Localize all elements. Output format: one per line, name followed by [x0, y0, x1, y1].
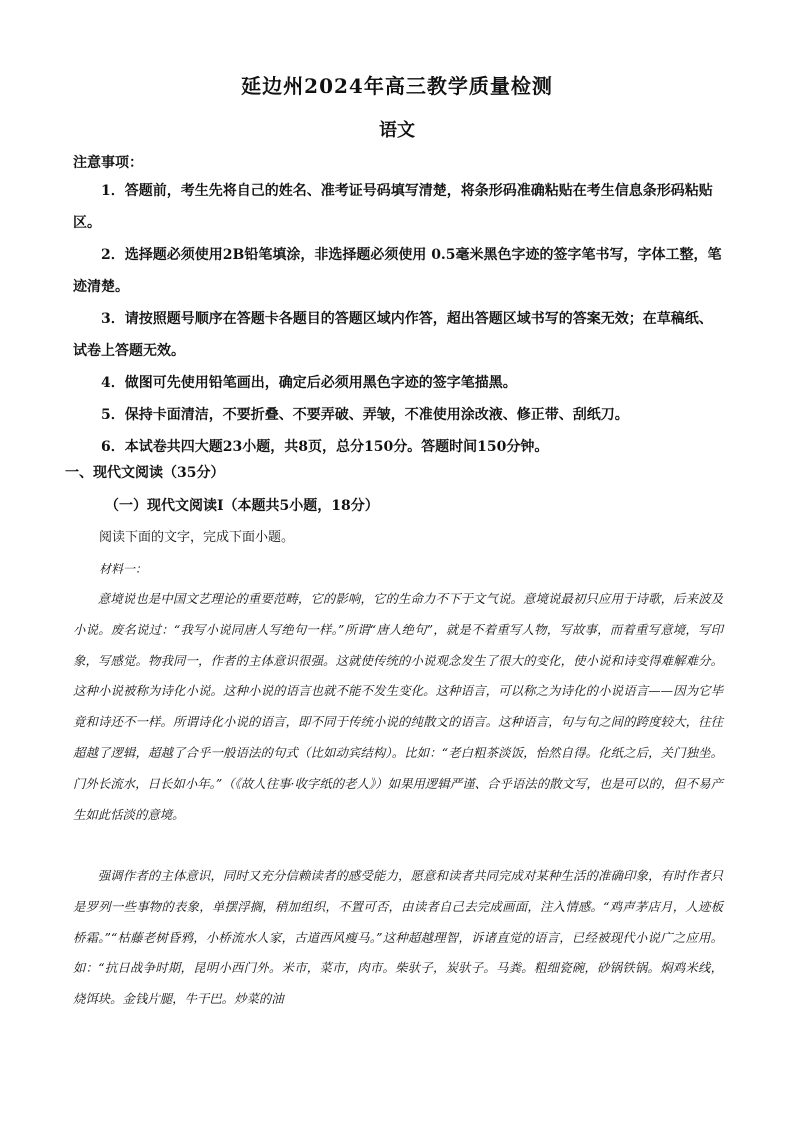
note-item: 2．选择题必须使用2B铅笔填涂，非选择题必须使用 0.5毫米黑色字迹的签字笔书写，字体工整，笔迹清楚。	[73, 247, 722, 295]
reading-instruction: 阅读下面的文字，完成下面小题。	[99, 530, 295, 545]
note-item: 1．答题前，考生先将自己的姓名、准考证号码填写清楚，将条形码准确粘贴在考生信息条形码粘贴区。	[73, 183, 713, 231]
paragraph-text: 意境说也是中国文艺理论的重要范畴，它的影响，它的生命力不下于文气说。意境说最初只应用于诗歌，后来波及小说。废名说过：“我写小说同唐人写绝句一样。”所谓“唐人绝句”，就是不着重写人物，写故事，而着重写意境，写印象，写感觉。物我同一，作者的主体意识很强。这就使传统的小说观念发生了很大的变化，使小说和诗变得难解难分。这种小说被称为诗化小说。这种小说的语言也就不能不发生变化。这种语言，可以称之为诗化的小说语言——因为它毕竟和诗还不一样。所谓诗化小说的语言，即不同于传统小说的纯散文的语言。这种语言，句与句之间的跨度较大，往往超越了逻辑，超越了合乎一般语法的句式（比如动宾结构）。比如：“老白粗茶淡饭，怡然自得。化纸之后，关门独坐。门外长流水，日长如小年。”（《故人往事·收字纸的老人》）如果用逻辑严谨、合乎语法的散文写，也是可以的，但不易产生如此恬淡的意境。	[73, 591, 723, 822]
exam-title: 延边州2024年高三教学质量检测	[241, 74, 553, 98]
note-item: 3．请按照题号顺序在答题卡各题目的答题区域内作答，超出答题区域书写的答案无效；在草稿纸、试卷上答题无效。	[73, 311, 713, 359]
material-label: 材料一：	[99, 562, 148, 576]
notes-heading: 注意事项：	[73, 155, 143, 171]
notes-list	[73, 175, 723, 463]
subject-title: 语文	[379, 120, 415, 141]
note-item: 5．保持卡面清洁，不要折叠、不要弄破、弄皱，不准使用涂改液、修正带、刮纸刀。	[101, 407, 629, 423]
note-item: 4．做图可先使用铅笔画出，确定后必须用黑色字迹的签字笔描黑。	[101, 375, 517, 391]
paragraph-text: 强调作者的主体意识，同时又充分信赖读者的感受能力，愿意和读者共同完成对某种生活的准确印象，有时作者只是罗列一些事物的表象，单摆浮搁，稍加组织，不置可否，由读者自己去完成画面，注入情感。“鸡声茅店月，人迹板桥霜。”“枯藤老树昏鸦，小桥流水人家，古道西风瘦马。”这种超越理智，诉诸直觉的语言，已经被现代小说广之应用。如：“抗日战争时期，昆明小西门外。米市，菜市，肉市。柴驮子，炭驮子。马粪。粗细瓷碗，砂锅铁锅。焖鸡米线，烧饵块。金钱片腿，牛干巴。炒菜的油	[73, 868, 723, 1007]
section-title: 一、现代文阅读（35分）	[65, 465, 225, 481]
material-paragraph-2	[73, 861, 723, 1015]
subsection-title: （一）现代文阅读Ⅰ（本题共5小题，18分）	[105, 498, 379, 514]
material-paragraph-1	[73, 584, 723, 830]
note-item: 6．本试卷共四大题23小题，共8页，总分150分。答题时间150分钟。	[101, 439, 549, 455]
